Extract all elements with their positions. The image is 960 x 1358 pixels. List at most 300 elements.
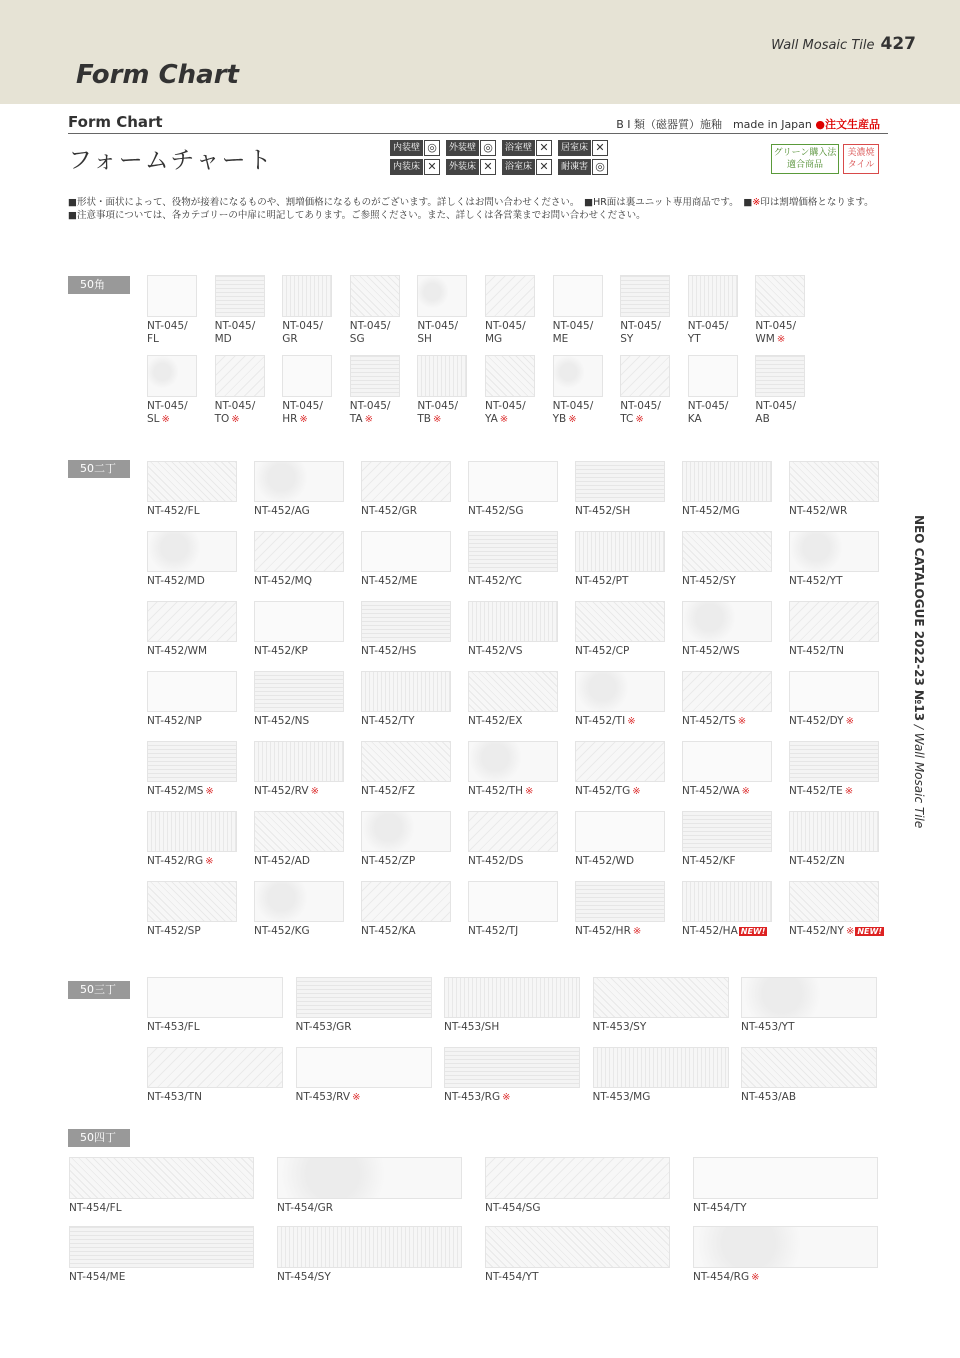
tile-code: NT-045/ YT: [687, 320, 729, 345]
tile-swatch: [361, 601, 451, 642]
tile-item: [147, 977, 283, 1034]
spec-text: B I 類（磁器質）施釉 made in Japan: [616, 118, 812, 131]
tile-code: NT-452/SH: [575, 505, 631, 517]
tile-code: NT-452/TH ※: [468, 785, 534, 797]
tile-swatch: [296, 977, 432, 1018]
tile-item: [682, 881, 772, 938]
divider: [68, 133, 888, 134]
tile-swatch: [444, 1047, 580, 1088]
tile-item: [693, 1226, 878, 1284]
tile-item: [575, 881, 665, 938]
tile-item: [693, 1157, 878, 1215]
tile-item: [254, 881, 344, 938]
tile-code: NT-045/ KA: [687, 400, 729, 425]
tile-swatch: [575, 811, 665, 852]
tile-item: [485, 1226, 670, 1284]
tile-swatch: [620, 355, 670, 397]
tile-code: NT-045/ TC ※: [620, 400, 661, 425]
tile-swatch: [350, 275, 400, 317]
tile-item: [789, 601, 879, 658]
tile-swatch: [575, 671, 665, 712]
tile-swatch: [147, 1047, 283, 1088]
tile-item: [254, 601, 344, 658]
tile-item: [468, 601, 558, 658]
tile-item: [468, 671, 558, 728]
tile-swatch: [693, 1226, 878, 1268]
page-number: 427: [880, 34, 916, 54]
tile-swatch: [361, 671, 451, 712]
tile-swatch: [254, 461, 344, 502]
surcharge-mark: ※: [845, 926, 855, 937]
red-dot-icon: ●: [815, 118, 825, 131]
tile-code: NT-452/TY: [361, 715, 415, 727]
mino-tile-badge: 美濃焼タイル: [843, 144, 879, 174]
tile-code: NT-452/GR: [361, 505, 418, 517]
tile-code: NT-452/DS: [468, 855, 524, 867]
tile-item: [147, 275, 197, 346]
usage-label: 浴室壁: [502, 140, 535, 156]
tile-swatch: [147, 601, 237, 642]
cross-icon: ✕: [592, 140, 608, 156]
tile-item: [361, 671, 451, 728]
page-title: Form Chart: [76, 60, 239, 90]
tile-code: NT-452/NY ※ NEW!: [789, 925, 882, 937]
tile-swatch: [575, 531, 665, 572]
surcharge-mark: ※: [352, 1092, 361, 1103]
tile-swatch: [444, 977, 580, 1018]
surcharge-mark: ※: [627, 716, 636, 727]
tile-swatch: [468, 671, 558, 712]
tile-code: NT-454/TY: [693, 1202, 747, 1214]
tile-item: [361, 461, 451, 518]
tile-swatch: [468, 461, 558, 502]
new-badge: NEW!: [740, 927, 766, 936]
tile-swatch: [485, 355, 535, 397]
tile-code: NT-045/ MG: [485, 320, 526, 345]
section-label: 50角: [68, 276, 130, 294]
cross-icon: ✕: [536, 140, 552, 156]
tile-code: NT-452/CP: [575, 645, 630, 657]
tile-item: [215, 355, 265, 426]
tile-swatch: [147, 671, 237, 712]
tile-code: NT-452/WM: [147, 645, 208, 657]
surcharge-mark: ※: [499, 414, 509, 425]
tile-code: NT-045/ SH: [417, 320, 459, 345]
tile-item: [147, 811, 237, 868]
tile-code: NT-452/WA ※: [682, 785, 751, 797]
tile-item: [593, 977, 729, 1034]
tile-code: NT-045/ TA ※: [349, 400, 391, 425]
tile-code: NT-045/ MD: [214, 320, 256, 345]
surcharge-mark: ※: [524, 786, 534, 797]
tile-swatch: [789, 601, 879, 642]
tile-swatch: [361, 531, 451, 572]
tile-swatch: [69, 1226, 254, 1268]
tile-item: [254, 671, 344, 728]
tile-swatch: [682, 531, 772, 572]
tile-item: [147, 531, 237, 588]
tile-item: [575, 461, 665, 518]
tile-code: NT-045/ SY: [620, 320, 661, 345]
tile-code: NT-045/ WM ※: [755, 320, 797, 345]
tile-code: NT-452/KF: [682, 855, 736, 867]
tile-code: NT-452/TS ※: [682, 715, 747, 727]
tile-item: [620, 275, 670, 346]
tile-item: [147, 461, 237, 518]
tile-item: [485, 1157, 670, 1215]
tile-item: [741, 1047, 877, 1104]
tile-swatch: [593, 977, 729, 1018]
tile-swatch: [682, 811, 772, 852]
tile-code: NT-454/SG: [485, 1202, 541, 1214]
tile-swatch: [553, 275, 603, 317]
tile-swatch: [620, 275, 670, 317]
tile-swatch: [485, 275, 535, 317]
tile-code: NT-045/ GR: [282, 320, 323, 345]
tile-code: NT-452/PT: [575, 575, 629, 587]
tile-item: [468, 881, 558, 938]
usage-cell: [446, 159, 500, 175]
surcharge-mark: ※: [845, 716, 854, 727]
note-line-2: ■注意事項については、各カテゴリーの中扉に明記してあります。ご参照ください。また、詳しくは各営業までお問い合わせください。: [68, 210, 646, 221]
tile-code: NT-452/DY ※: [789, 715, 854, 727]
tile-swatch: [468, 531, 558, 572]
tile-item: [282, 275, 332, 346]
tile-swatch: [361, 881, 451, 922]
tile-code: NT-452/FZ: [361, 785, 415, 797]
tile-code: NT-453/RG ※: [444, 1091, 511, 1103]
tile-swatch: [254, 671, 344, 712]
tile-swatch: [575, 881, 665, 922]
tile-code: NT-045/ YA ※: [485, 400, 526, 425]
tile-item: [282, 355, 332, 426]
tile-swatch: [147, 355, 197, 397]
tile-code: NT-452/MQ: [254, 575, 312, 587]
tile-swatch: [485, 1157, 670, 1199]
tile-item: [575, 601, 665, 658]
cross-icon: ✕: [424, 159, 440, 175]
tile-item: [468, 811, 558, 868]
tile-item: [593, 1047, 729, 1104]
tile-code: NT-452/KG: [254, 925, 310, 937]
tile-item: [789, 741, 879, 798]
usage-label: 内装壁: [390, 140, 423, 156]
usage-cell: [502, 159, 556, 175]
tile-code: NT-453/SH: [444, 1021, 500, 1033]
tile-code: NT-453/GR: [295, 1021, 352, 1033]
tile-code: NT-452/TN: [789, 645, 844, 657]
tile-swatch: [254, 601, 344, 642]
tile-item: [444, 1047, 580, 1104]
tile-code: NT-045/ ME: [552, 320, 594, 345]
tile-code: NT-452/KA: [361, 925, 416, 937]
surcharge-mark: ※: [776, 334, 786, 345]
tile-swatch: [682, 881, 772, 922]
tile-code: NT-453/RV ※: [295, 1091, 361, 1103]
section-title-en: Form Chart: [68, 113, 163, 131]
tile-code: NT-045/ SL ※: [147, 400, 188, 425]
tile-item: [254, 461, 344, 518]
tile-swatch: [682, 741, 772, 782]
tile-swatch: [417, 275, 467, 317]
tile-code: NT-452/WS: [682, 645, 740, 657]
tile-item: [444, 977, 580, 1034]
usage-label: 内装床: [390, 159, 423, 175]
tile-item: [789, 531, 879, 588]
tile-code: NT-452/NS: [254, 715, 310, 727]
tile-swatch: [361, 741, 451, 782]
section-label: 50四丁: [68, 1129, 130, 1147]
tile-item: [147, 671, 237, 728]
double-circle-icon: ◎: [480, 140, 496, 156]
tile-swatch: [147, 811, 237, 852]
tile-swatch: [277, 1157, 462, 1199]
tile-code: NT-454/SY: [277, 1271, 331, 1283]
tile-item: [350, 355, 400, 426]
tile-swatch: [147, 881, 237, 922]
tile-swatch: [282, 275, 332, 317]
tile-code: NT-453/TN: [147, 1091, 202, 1103]
running-header: [771, 34, 916, 54]
tile-item: [296, 1047, 432, 1104]
tile-item: [417, 355, 467, 426]
tile-swatch: [254, 881, 344, 922]
tile-item: [755, 355, 805, 426]
new-badge: NEW!: [857, 927, 882, 936]
double-circle-icon: ◎: [424, 140, 440, 156]
green-purchase-badge: グリーン購入法適合商品: [771, 144, 839, 174]
tile-swatch: [147, 977, 283, 1018]
spec-line: [616, 116, 880, 132]
tile-item: [254, 531, 344, 588]
usage-label: 浴室床: [502, 159, 535, 175]
tile-code: NT-452/WR: [789, 505, 848, 517]
surcharge-mark: ※: [502, 1092, 511, 1103]
tile-code: NT-452/TG ※: [575, 785, 641, 797]
tile-item: [688, 275, 738, 346]
usage-label: 居室床: [558, 140, 591, 156]
tile-code: NT-045/ TB ※: [417, 400, 459, 425]
tile-code: NT-452/RG ※: [147, 855, 214, 867]
tile-swatch: [593, 1047, 729, 1088]
tile-item: [682, 741, 772, 798]
tile-swatch: [69, 1157, 254, 1199]
tile-item: [350, 275, 400, 346]
usage-table: [390, 140, 612, 175]
tile-swatch: [789, 461, 879, 502]
surcharge-mark: ※: [635, 414, 644, 425]
tile-item: [682, 531, 772, 588]
tile-code: NT-452/SP: [147, 925, 201, 937]
tile-swatch: [688, 355, 738, 397]
tile-code: NT-453/YT: [741, 1021, 795, 1033]
cross-icon: ✕: [480, 159, 496, 175]
tile-item: [468, 531, 558, 588]
usage-label: 外装床: [446, 159, 479, 175]
tile-swatch: [575, 741, 665, 782]
tile-swatch: [147, 741, 237, 782]
tile-swatch: [789, 881, 879, 922]
tile-item: [575, 531, 665, 588]
tile-swatch: [789, 741, 879, 782]
tile-swatch: [350, 355, 400, 397]
tile-code: NT-045/ HR ※: [282, 400, 323, 425]
tile-swatch: [282, 355, 332, 397]
tile-swatch: [296, 1047, 432, 1088]
tile-swatch: [147, 531, 237, 572]
tile-swatch: [682, 671, 772, 712]
tile-code: NT-452/AG: [254, 505, 310, 517]
surcharge-mark: ※: [364, 414, 373, 425]
usage-label: 耐凍害: [558, 159, 591, 175]
tile-swatch: [553, 355, 603, 397]
tile-swatch: [361, 461, 451, 502]
tile-swatch: [468, 881, 558, 922]
tile-item: [417, 275, 467, 346]
tile-item: [789, 671, 879, 728]
tile-item: [789, 881, 884, 938]
tile-code: NT-454/FL: [69, 1202, 122, 1214]
tile-code: NT-452/EX: [468, 715, 523, 727]
tile-swatch: [468, 601, 558, 642]
tile-swatch: [755, 275, 805, 317]
tile-code: NT-453/SY: [592, 1021, 647, 1033]
tile-code: NT-452/ME: [361, 575, 418, 587]
tile-item: [688, 355, 738, 426]
surcharge-mark: ※: [161, 414, 170, 425]
tile-item: [485, 275, 535, 346]
section-title-jp: フォームチャート: [68, 146, 274, 174]
tile-item: [468, 461, 558, 518]
tile-swatch: [468, 741, 558, 782]
tile-item: [69, 1226, 254, 1284]
tile-swatch: [575, 461, 665, 502]
usage-cell: [502, 140, 556, 156]
tile-item: [553, 275, 603, 346]
tile-code: NT-452/SG: [468, 505, 524, 517]
surcharge-mark: ※: [433, 414, 442, 425]
surcharge-mark: ※: [632, 786, 641, 797]
tile-code: NT-045/ AB: [755, 400, 797, 425]
tile-item: [69, 1157, 254, 1215]
tile-code: NT-454/RG ※: [693, 1271, 760, 1283]
tile-swatch: [693, 1157, 878, 1199]
surcharge-mark: ※: [751, 1272, 760, 1283]
surcharge-mark: ※: [632, 926, 642, 937]
side-caption: NEO CATALOGUE 2022-23 №13 / Wall Mosaic Tile: [912, 515, 926, 829]
tile-code: NT-452/MD: [147, 575, 205, 587]
tile-swatch: [277, 1226, 462, 1268]
tile-swatch: [215, 355, 265, 397]
tile-item: [147, 601, 237, 658]
notes: [68, 196, 874, 222]
tile-item: [254, 811, 344, 868]
surcharge-mark: ※: [844, 786, 854, 797]
tile-item: [277, 1226, 462, 1284]
tile-item: [254, 741, 344, 798]
tile-code: NT-453/MG: [592, 1091, 651, 1103]
tile-code: NT-452/NP: [147, 715, 202, 727]
tile-swatch: [361, 811, 451, 852]
double-circle-icon: ◎: [592, 159, 608, 175]
tile-swatch: [741, 977, 877, 1018]
tile-item: [755, 275, 805, 346]
tile-item: [682, 601, 772, 658]
surcharge-mark: ※: [299, 414, 308, 425]
tile-item: [485, 355, 535, 426]
tile-swatch: [789, 811, 879, 852]
tile-item: [361, 531, 451, 588]
tile-swatch: [215, 275, 265, 317]
tile-code: NT-452/HR ※: [575, 925, 642, 937]
tile-code: NT-045/ TO ※: [214, 400, 256, 425]
note-line-1: ■形状・面状によって、役物が接着になるものや、割増価格になるものがございます。詳しくはお問い合わせください。 ■HR面は裏ユニット専用商品です。 ■※印は割増価格となります。: [68, 197, 874, 208]
surcharge-mark: ※: [205, 856, 214, 867]
tile-code: NT-453/FL: [147, 1021, 200, 1033]
tile-item: [361, 811, 451, 868]
tile-code: NT-452/ZP: [361, 855, 416, 867]
tile-code: NT-452/MG: [682, 505, 740, 517]
tile-item: [789, 461, 879, 518]
tile-swatch: [468, 811, 558, 852]
tile-item: [682, 671, 772, 728]
tile-code: NT-045/ SG: [349, 320, 391, 345]
tile-code: NT-452/MS ※: [147, 785, 214, 797]
surcharge-mark: ※: [568, 414, 577, 425]
tile-swatch: [147, 275, 197, 317]
usage-label: 外装壁: [446, 140, 479, 156]
tile-item: [361, 741, 451, 798]
usage-cell: [558, 140, 612, 156]
tile-item: [682, 811, 772, 868]
tile-code: NT-452/RV ※: [254, 785, 319, 797]
tile-swatch: [682, 601, 772, 642]
tile-code: NT-452/FL: [147, 505, 200, 517]
tile-item: [468, 741, 558, 798]
tile-code: NT-452/AD: [254, 855, 310, 867]
tile-item: [620, 355, 670, 426]
tile-item: [361, 881, 451, 938]
tile-code: NT-454/YT: [485, 1271, 539, 1283]
tile-item: [575, 811, 665, 868]
tile-item: [682, 461, 772, 518]
tile-swatch: [741, 1047, 877, 1088]
tile-item: [147, 881, 237, 938]
tile-code: NT-045/ YB ※: [552, 400, 594, 425]
surcharge-mark: ※: [741, 786, 751, 797]
tile-item: [147, 355, 197, 426]
tile-code: NT-454/ME: [69, 1271, 126, 1283]
tile-swatch: [789, 531, 879, 572]
tile-item: [215, 275, 265, 346]
tile-item: [789, 811, 879, 868]
surcharge-mark: ※: [231, 414, 240, 425]
section-label: 50三丁: [68, 981, 130, 999]
usage-cell: [390, 159, 444, 175]
tile-item: [361, 601, 451, 658]
surcharge-mark: ※: [205, 786, 214, 797]
surcharge-mark: ※: [310, 786, 319, 797]
tile-swatch: [417, 355, 467, 397]
tile-code: NT-452/HA NEW!: [682, 925, 766, 937]
usage-cell: [446, 140, 500, 156]
tile-code: NT-452/TE ※: [789, 785, 854, 797]
section-label: 50二丁: [68, 460, 130, 478]
tile-code: NT-452/SY: [682, 575, 736, 587]
tile-code: NT-452/HS: [361, 645, 417, 657]
tile-code: NT-452/VS: [468, 645, 523, 657]
tile-swatch: [755, 355, 805, 397]
